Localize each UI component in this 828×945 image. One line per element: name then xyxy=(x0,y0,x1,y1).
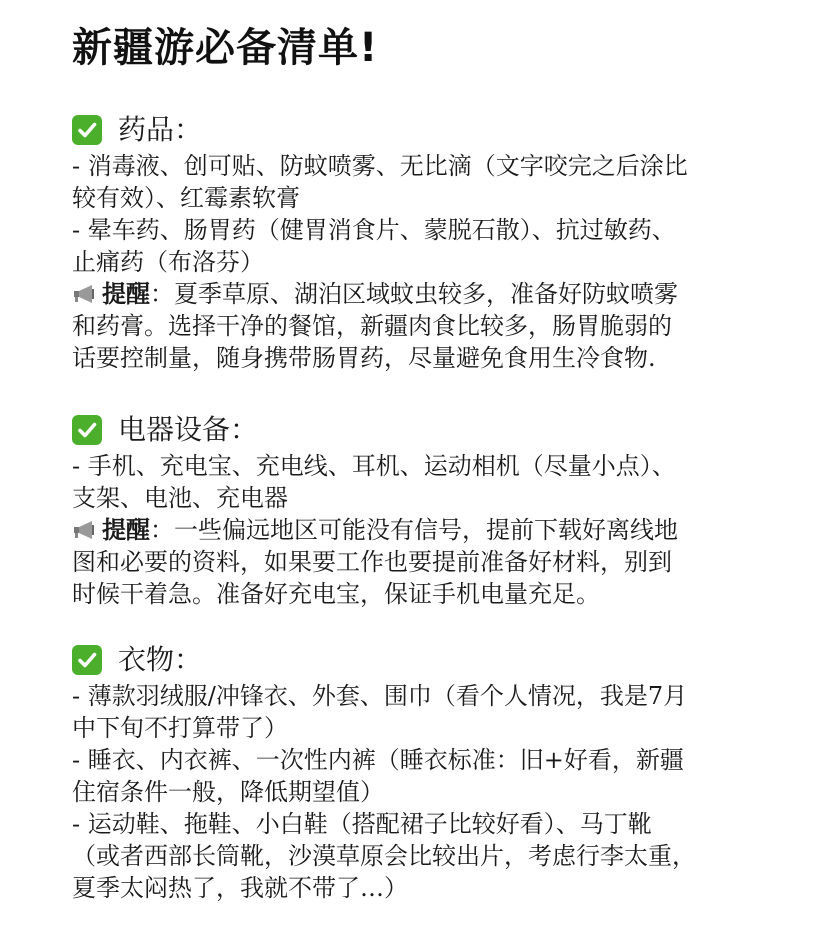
section-electronics xyxy=(72,410,772,610)
check-mark-icon xyxy=(72,415,102,445)
section-heading xyxy=(72,640,772,680)
tip-line: 图和必要的资料，如果要工作也要提前准备好材料，别到 xyxy=(72,548,672,576)
section-heading xyxy=(72,410,772,450)
tip-label: 提醒 xyxy=(102,515,150,544)
section-heading-text: 药品： xyxy=(118,113,203,146)
section-clothing xyxy=(72,640,772,904)
check-mark-icon xyxy=(72,115,102,145)
loudspeaker-icon xyxy=(72,517,98,539)
tip-line: 和药膏。选择干净的餐馆，新疆肉食比较多，肠胃脆弱的 xyxy=(72,312,672,340)
tip-label: 提醒 xyxy=(102,279,150,308)
section-medicine xyxy=(72,110,772,374)
section-heading xyxy=(72,110,772,150)
check-mark-icon xyxy=(72,645,102,675)
tip-line xyxy=(72,514,772,546)
tip-text: ：夏季草原、湖泊区域蚊虫较多，准备好防蚊喷雾 xyxy=(150,280,678,308)
tip-line: 话要控制量，随身携带肠胃药，尽量避免食用生冷食物. xyxy=(72,344,656,372)
list-item: 中下旬不打算带了） xyxy=(72,714,288,742)
list-item: 夏季太闷热了，我就不带了…） xyxy=(72,874,408,902)
section-heading-text: 电器设备： xyxy=(118,413,259,446)
tip-line: 时候干着急。准备好充电宝，保证手机电量充足。 xyxy=(72,580,600,608)
loudspeaker-icon xyxy=(72,281,98,303)
tip-line xyxy=(72,278,772,310)
list-item: - 晕车药、肠胃药（健胃消食片、蒙脱石散）、抗过敏药、 xyxy=(72,216,676,244)
list-item: - 消毒液、创可贴、防蚊喷雾、无比滴（文字咬完之后涂比 xyxy=(72,152,688,180)
list-item: （或者西部长筒靴，沙漠草原会比较出片，考虑行李太重， xyxy=(72,842,696,870)
list-item: - 薄款羽绒服/冲锋衣、外套、围巾（看个人情况，我是7月 xyxy=(72,682,688,710)
list-item: 止痛药（布洛芬） xyxy=(72,248,264,276)
page-title: 新疆游必备清单! xyxy=(72,25,379,71)
list-item: 支架、电池、充电器 xyxy=(72,484,288,512)
list-item: 较有效）、红霉素软膏 xyxy=(72,184,300,212)
list-item: - 手机、充电宝、充电线、耳机、运动相机（尽量小点）、 xyxy=(72,452,676,480)
list-item: - 运动鞋、拖鞋、小白鞋（搭配裙子比较好看）、马丁靴 xyxy=(72,810,652,838)
list-item: 住宿条件一般，降低期望值） xyxy=(72,778,384,806)
list-item: - 睡衣、内衣裤、一次性内裤（睡衣标准：旧+好看，新疆 xyxy=(72,746,684,774)
section-heading-text: 衣物： xyxy=(118,643,203,676)
tip-text: ：一些偏远地区可能没有信号，提前下载好离线地 xyxy=(150,516,678,544)
